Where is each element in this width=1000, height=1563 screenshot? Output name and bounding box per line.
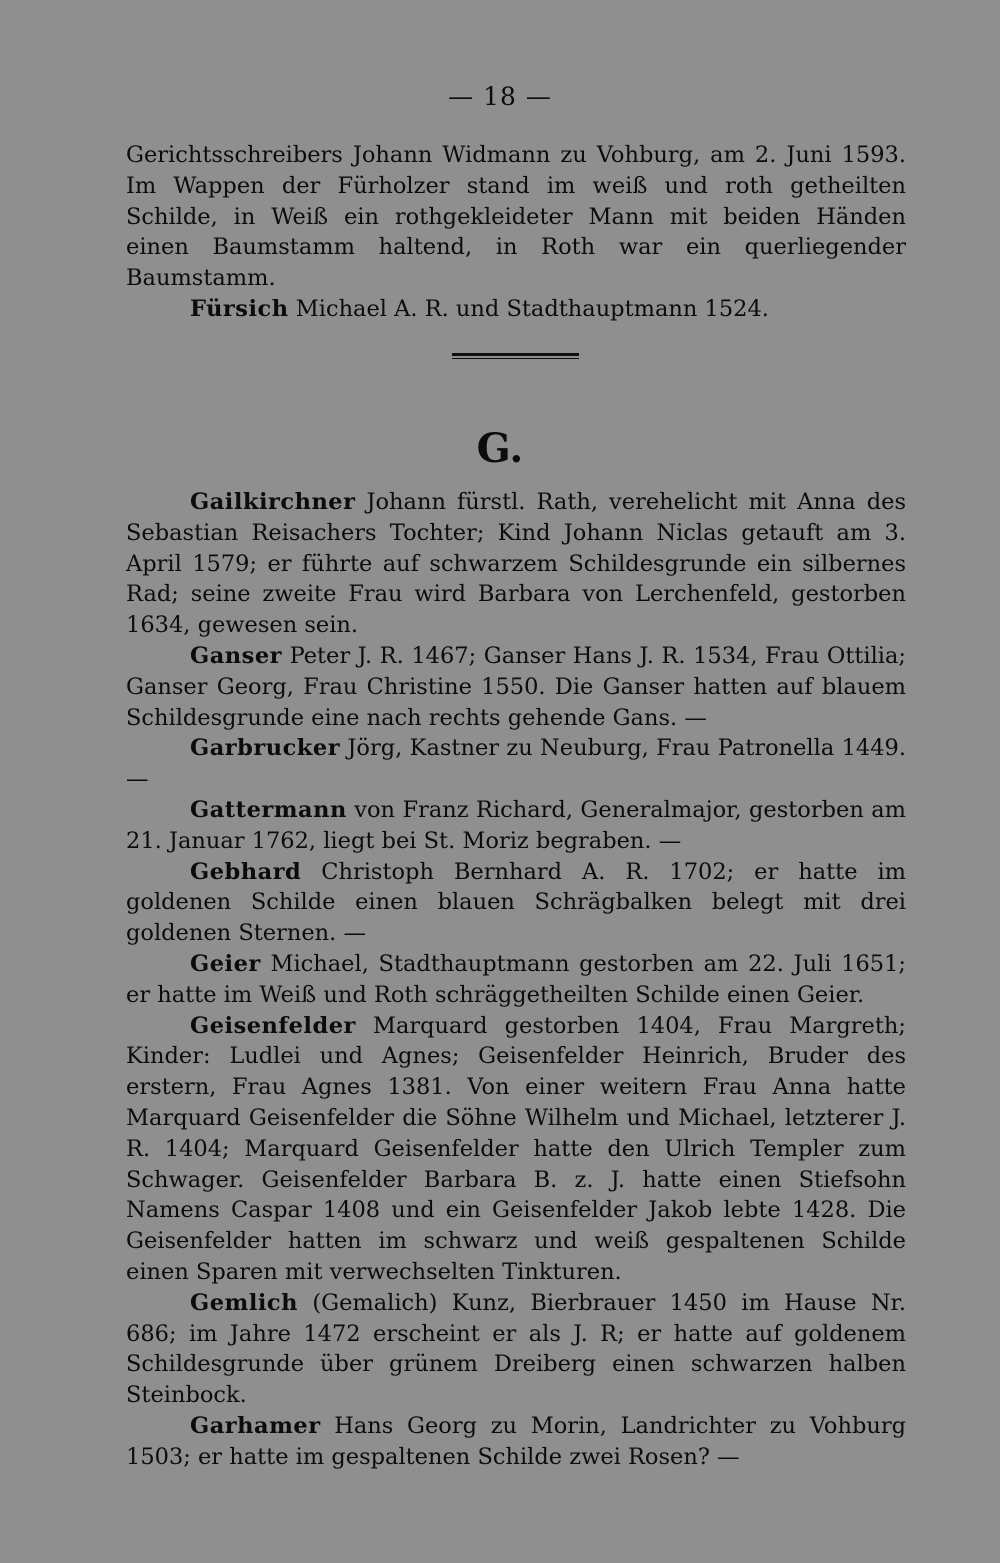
entry-name: Gailkirchner xyxy=(190,489,356,515)
entry-gebhard xyxy=(126,857,906,949)
entry-text: von Franz Richard, Generalmajor, gestorben am 21. Januar 1762, liegt bei St. Moriz begraben. — xyxy=(126,796,906,854)
section-heading: G. xyxy=(476,425,524,472)
entry-name: Fürsich xyxy=(190,295,289,322)
entry-name: Gemlich xyxy=(190,1289,298,1316)
entry-name: Garhamer xyxy=(190,1412,321,1439)
entry-text: Michael, Stadthauptmann gestorben am 22. Juli 1651; er hatte im Weiß und Roth schräggetheilten Schilde einen Geier. xyxy=(126,950,906,1008)
entry-gemlich xyxy=(126,1288,906,1411)
entry-text: Peter J. R. 1467; Ganser Hans J. R. 1534, Frau Ottilia; Ganser Georg, Frau Christine 1550. Die Ganser hatten auf blauem Schildesgrunde eine nach rechts gehende Gans. — xyxy=(126,642,906,731)
entry-text: Jörg, Kastner zu Neuburg, Frau Patronella 1449. — xyxy=(126,735,906,793)
entry-text: Marquard gestorben 1404, Frau Margreth; Kinder: Ludlei und Agnes; Geisenfelder Heinrich, Bruder des erstern, Frau Agnes 1381. Von einer weitern Frau Anna hatte Marquard Geisenfelder die Söhne Wilhelm und Michael, letzterer J. R. 1404; Marquard Geisenfelder hatte den Ulrich Templer zum Schwager. Geisenfelder Barbara B. z. J. hatte einen Stiefsohn Namens Caspar 1408 und ein Geisenfelder Jakob lebte 1428. Die Geisenfelder hatten im schwarz und weiß gespaltenen Schilde einen Sparen mit verwechselten Tinkturen. xyxy=(126,1012,906,1285)
entry-geier xyxy=(126,949,906,1011)
entry-text: Hans Georg zu Morin, Landrichter zu Vohburg 1503; er hatte im gespaltenen Schilde zwei Rosen? — xyxy=(126,1412,906,1470)
paragraph: Gerichtsschreibers Johann Widmann zu Vohburg, am 2. Juni 1593. Im Wappen der Fürholzer stand im weiß und roth getheilten Schilde, in Weiß ein rothgekleideter Mann mit beiden Händen einen Baumstamm haltend, in Roth war ein querliegender Baumstamm. xyxy=(126,142,906,292)
entry-gailkirchner xyxy=(126,487,906,641)
entry-geisenfelder xyxy=(126,1011,906,1288)
entry-name: Geisenfelder xyxy=(190,1012,356,1039)
entry-garbrucker xyxy=(126,733,906,795)
entry-name: Gattermann xyxy=(190,796,347,823)
text-block-entries xyxy=(126,487,906,1473)
entry-name: Gebhard xyxy=(190,858,302,885)
entry-gattermann xyxy=(126,795,906,857)
section-divider xyxy=(452,353,579,359)
entry-name: Ganser xyxy=(190,642,282,669)
entry-text: (Gemalich) Kunz, Bierbrauer 1450 im Hause Nr. 686; im Jahre 1472 erscheint er als J. R; er hatte auf goldenem Schildesgrunde über grünem Dreiberg einen schwarzen halben Steinbock. xyxy=(126,1289,906,1409)
entry-name: Geier xyxy=(190,950,261,977)
text-block-top xyxy=(126,140,906,325)
entry-text: Christoph Bernhard A. R. 1702; er hatte im goldenen Schilde einen blauen Schrägbalken belegt mit drei goldenen Sternen. — xyxy=(126,858,906,947)
entry-text: Johann fürstl. Rath, verehelicht mit Anna des Sebastian Reisachers Tochter; Kind Johann Niclas getauft am 3. April 1579; er führte auf schwarzem Schildesgrunde ein silbernes Rad; seine zweite Frau wird Barbara von Lerchenfeld, gestorben 1634, gewesen sein. xyxy=(126,489,906,639)
entry-name: Garbrucker xyxy=(190,735,341,762)
page-number: — 18 — xyxy=(448,82,552,111)
entry-ganser xyxy=(126,641,906,733)
entry-fuersich xyxy=(126,294,906,325)
entry-garhamer xyxy=(126,1411,906,1473)
entry-text: Michael A. R. und Stadthauptmann 1524. xyxy=(288,295,769,322)
